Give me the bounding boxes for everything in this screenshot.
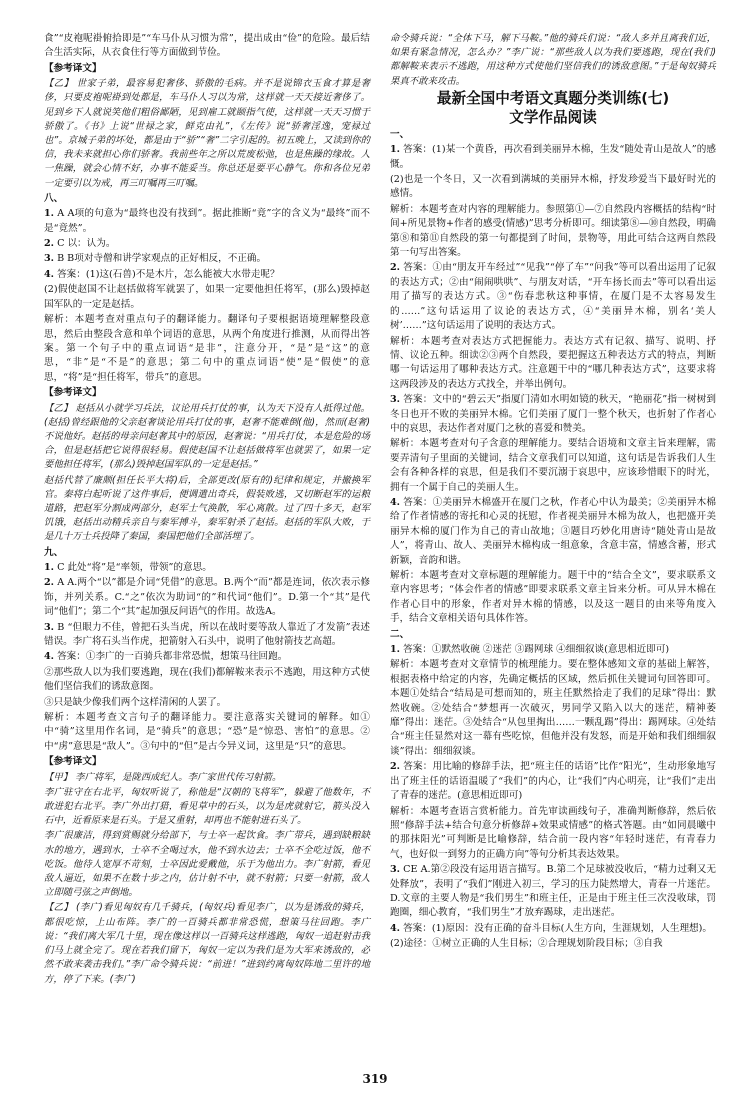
page-number: 319 — [362, 1072, 388, 1086]
answer-item — [44, 621, 370, 650]
item-text: 答案：①由“朋友开车经过”“见我”“停了车”“问我”等可以看出运用了记叙的表达方式；②由“闹闹哄哄”、与朋友对话，“开车扬长而去”等可以看出运用了描写的表达方式。③“伤春悲秋这种事情，在厦门是不太容易发生的……”这句话运用了议论的表达方式，④“美丽异木棉，别名‘美人树’……”这句话运用了说明的表达方式。 — [390, 262, 716, 332]
section-title: 最新全国中考语文真题分类训练(七) — [436, 89, 670, 107]
paragraph: 解析：本题考查对句子含意的理解能力。要结合语境和文章主旨来理解，需要弄清句子里面的关键词，结合文章我们可以知道，这句话是告诉我们人生会有各种各样的哀思，但是我们不要沉溺于哀思中，应该珍惜眼下的时光，拥有一个属于自己的美丽人生。 — [390, 438, 716, 493]
section-title: 文学作品阅读 — [509, 108, 597, 126]
answer-item — [390, 393, 716, 436]
paragraph: (2)假使赵国不让赵括做将军就罢了，如果一定要他担任将军，(那么)毁掉赵国军队的一定是赵括。 — [44, 284, 370, 310]
paragraph: 解析：本题考查文言句子的翻译能力。要注意落实关键词的解释。如①中“骑”这里用作名词，是“骑兵”的意思；“恐”是“惊恐、害怕”的意思。②中“虏”意思是“敌人”。③句中的“但”是古今异义词，这里是“只”的意思。 — [44, 712, 370, 752]
translation-paragraph: 【甲】 李广将军，是陇西成纪人。李广家世代传习射箭。 — [44, 771, 282, 783]
item-number: 1. — [44, 561, 55, 573]
answer-item — [390, 496, 716, 568]
answer-item — [390, 143, 716, 172]
paragraph: 食”“皮袍呢褂俯拾即是”“车马仆从习惯为常”，提出成由“俭”的危险。最后结合生活实际，从衣食住行等方面做到节俭。 — [44, 33, 370, 59]
answer-item — [44, 237, 370, 251]
item-text: B “但眼力不佳，曾把石头当虎，所以在战时要等敌人靠近了才发箭”表述错误。李广将石头当作虎，把箭射入石头中，说明了他射箭技艺高超。 — [44, 621, 370, 647]
item-text: 答案：①美丽异木棉盛开在厦门之秋，作者心中认为最美；②美丽异木棉给了作者情感的寄托和心灵的抚慰，作者视美丽异木棉为故人，也把盛开美丽异木棉的厦门作为自己的青山故地；③题目巧妙化用唐诗“随处青山是故人”，将青山、故人、美丽异木棉构成一组意象，含意丰富，情感含蓄，形式新颖，音韵和谐。 — [390, 496, 717, 566]
paragraph: (2)途径：①树立正确的人生目标；②合理规划阶段目标；③自我 — [390, 938, 663, 950]
paragraph: (2)也是一个冬日，又一次看到满城的美丽异木棉，抒发珍爱当下最好时光的感情。 — [390, 174, 716, 200]
reference-translation-heading: 【参考译文】 — [44, 62, 102, 74]
section-number: 八、 — [44, 192, 64, 204]
paragraph: 解析：本题考查语言赏析能力。首先审读画线句子，准确判断修辞，然后依照“修辞手法+结合句意分析修辞+效果或情感”的格式答题。由“如同晨曦中的那抹阳光”可判断是比喻修辞，结合前一段内容“年轻时迷茫，有青春力气，也好似一到努力的正确方向”等句分析其表达效果。 — [390, 805, 716, 860]
reference-translation-heading: 【参考译文】 — [44, 387, 102, 399]
answer-item — [44, 650, 370, 664]
item-number: 2. — [44, 577, 55, 589]
item-text: 答案：①李广的一百骑兵都非常恐慌，想策马往回跑。 — [57, 651, 288, 663]
item-text: B B项对寺僧和讲学家观点的正好相反，不正确。 — [57, 253, 267, 265]
item-text: C 此处“将”是“率领，带领”的意思。 — [57, 561, 212, 573]
right-column — [390, 32, 716, 988]
item-text: C 以：认为。 — [57, 238, 116, 250]
item-text: 答案：文中的“碧云天”指厦门清如水明如镜的秋天，“艳丽花”指一树树到冬日也开不败的美丽异木棉。它们美丽了厦门一整个秋天，也折射了作者心中的哀思，表达作者对厦门之秋的喜爱和赞美。 — [390, 394, 716, 434]
translation-paragraph: 李广很廉洁，得到赏赐就分给部下，与士卒一起饮食。李广带兵，遇到缺粮缺水的地方，遇到水，士卒不全喝过水，他不到水边去；士卒不全吃过饭，他不吃饭。他待人宽厚不苛刻，士卒因此爱戴他，乐于为他出力。李广射箭，看见敌人逼近，如果不在数十步之内，估计射不中，就不射箭；只要一射箭，敌人立即随弓弦之声倒地。 — [44, 830, 370, 899]
translation-paragraph: 李广驻守在右北平，匈奴听说了，称他是“汉朝的飞将军”，躲避了他数年，不敢进犯右北平。李广外出打猎，看见草中的石头，以为是虎就射它，箭头没入石中，近看原来是石头。于是又重射，却再也不能射进石头了。 — [44, 786, 370, 827]
item-text: 答案：(1)某一个黄昏，再次看到美丽异木棉，生发“随处青山是故人”的感慨。 — [390, 144, 716, 170]
answer-item — [44, 207, 370, 236]
item-text: 答案：用比喻的修辞手法，把“班主任的话语”比作“阳光”，生动形象地写出了班主任的话语温暖了“我们”的内心，让“我们”内心明亮，让“我们”走出了青春的迷茫。(意思相近即可) — [390, 761, 716, 802]
item-number: 3. — [390, 864, 401, 876]
paragraph: 解析：本题考查对表达方式把握能力。表达方式有记叙、描写、说明、抒情、议论五种。细读②③两个自然段，要把握这五种表达方式的特点，判断哪一句话运用了哪种表达方式。注意题干中的“哪几种表达方式”，这要求将这两段涉及的表达方式找全，并举出例句。 — [390, 335, 716, 390]
answer-item — [44, 561, 370, 575]
item-number: 4. — [44, 268, 55, 280]
answer-item — [390, 863, 716, 921]
answer-item — [44, 268, 370, 282]
reference-translation-heading: 【参考译文】 — [44, 756, 102, 768]
section-number: 九、 — [44, 546, 64, 558]
paragraph: 解析：本题考查对重点句子的翻译能力。翻译句子要根据语境理解整段意思，然后由整段含意和单个词语的意思，从两个角度进行推测，从而得出答案。第一个句子中的重点词语“是非”，注意分开，“是”是“这”的意思，“非”是“不是”的意思；第二句中的重点词语“使”是“假使”的意思，“将”是“担任将军，带兵”的意思。 — [44, 314, 370, 383]
item-number: 3. — [44, 253, 55, 265]
answer-item — [390, 643, 716, 657]
item-number: 1. — [390, 644, 401, 656]
translation-paragraph: 【乙】 赵括从小就学习兵法，议论用兵打仗的事，认为天下没有人抵得过他。(赵括)曾经跟他的父亲赵奢谈论用兵打仗的事，赵奢不能难倒(他)，然而(赵奢)不说他好。赵括的母亲问赵奢其中的原因，赵奢说：“用兵打仗，本是危险的场合，但是赵括把它说得很轻易。假使赵国不让赵括做将军也就罢了，如果一定要他担任将军，(那么)毁掉赵国军队的一定是赵括。” — [44, 402, 370, 471]
answer-item — [44, 252, 370, 266]
paragraph: 解析：本题考查对文章标题的理解能力。题干中的“结合全文”，要求联系文章内容思考；“体会作者的情感”即要求联系文章主旨来分析。可从异木棉在作者心目中的形象，作者对异木棉的情感，以及这一题目的由来等角度入手，结合文章相关语句具体作答。 — [390, 570, 716, 625]
item-text: 答案：①默然收碗 ②迷茫 ③踢网球 ④细细叙谈(意思相近即可) — [403, 644, 670, 656]
answer-item — [390, 261, 716, 333]
translation-paragraph: 命令骑兵说：“全体下马，解下马鞍。”他的骑兵们说：“敌人多并且离我们近，如果有紧急情况，怎么办？”李广说：“那些敌人以为我们要逃跑，现在(我们)都解鞍来表示不逃跑，用这种方式使他们坚信我们的诱敌意图。”于是匈奴骑兵果真不敢来攻击。 — [390, 33, 716, 87]
left-column — [44, 32, 370, 988]
item-number: 4. — [44, 651, 55, 663]
item-number: 1. — [390, 144, 401, 156]
answer-item — [390, 922, 716, 936]
item-text: 答案：(1)这(石兽)不是木片，怎么能被大水带走呢？ — [57, 268, 280, 280]
section-number: 二、 — [390, 628, 410, 640]
item-text: 答案：(1)原因：没有正确的奋斗目标(人生方向，生涯规划，人生理想)。 — [403, 922, 712, 934]
item-number: 2. — [390, 262, 401, 274]
item-text: A A项的句意为“最终也没有找到”。据此推断“竟”字的含义为“最终”而不是“竟然”。 — [44, 208, 370, 234]
item-number: 3. — [44, 621, 55, 633]
section-number: 一、 — [390, 128, 410, 140]
item-number: 4. — [390, 922, 401, 934]
item-number: 2. — [44, 238, 55, 250]
item-number: 3. — [390, 394, 401, 406]
item-number: 1. — [44, 208, 55, 220]
translation-paragraph: 赵括代替了廉颇(担任长平大将)后，全部更改(原有的)纪律和规定，并撤换军官。秦将白起听说了这件事后，便调遣出奇兵，假装败逃，又切断赵军的运粮道路，把赵军分割成两部分，赵军士气涣散，军心离散。过了四十多天，赵军饥饿，赵括出动精兵亲自与秦军搏斗，秦军射杀了赵括。赵括的军队大败，于是几十万士兵投降了秦国，秦国把他们全部活埋了。 — [44, 474, 370, 543]
paragraph: 解析：本题考查对文章情节的梳理能力。要在整体感知文章的基础上解答，根据表格中给定的内容，先确定概括的区域，然后抓住关键词句回答即可。本题①处结合“结局是可想而知的，班主任默然拾走了我们的足球”得出：默然收碗。②处结合“梦想再一次破灭，男同学又陷入以大的迷茫，精神萎靡”得出：迷茫。③处结合“从包里掏出……一颗乱踢”得出：踢网球。④处结合“班主任显然对这一幕有些吃惊，但他并没有发怒，而是开始和我们细细叙谈”得出：细细叙谈。 — [390, 659, 716, 757]
translation-paragraph: 【乙】 (李广)看见匈奴有几千骑兵，(匈奴兵)看见李广，以为是诱敌的骑兵，都很吃惊，上山布阵。李广的一百骑兵都非常恐慌，想策马往回跑。李广说：“我们离大军几十里，现在像这样以一百骑兵这样逃跑，匈奴一追赶射击我们马上就全完了。现在若我们留下，匈奴一定以为我们是为大军来诱敌的，必然不敢来袭击我们。”李广命令骑兵说：“前进！”进到约离匈奴阵地二里许的地方，停了下来。(李广) — [44, 902, 370, 985]
two-column-body — [44, 32, 716, 988]
paragraph: 解析：本题考查对内容的理解能力。参照第①—⑦自然段内容概括的结构“时间+所见景物+作者的感受(情感)”思考分析即可。细读第⑧—⑩自然段，明确第⑧和第⑪自然段的第一句都提到了时间，景物等，用此可结合这两自然段第一句写出答案。 — [390, 203, 716, 259]
answer-item — [44, 576, 370, 619]
item-number: 2. — [390, 761, 401, 773]
paragraph: ③只是缺少像我们两个这样清闲的人罢了。 — [44, 696, 227, 708]
paragraph: ②那些敌人以为我们要逃跑，现在(我们)都解鞍来表示不逃跑，用这种方式使他们坚信我们的诱敌意图。 — [44, 666, 370, 693]
item-text: A A.两个“以”都是介词“凭借”的意思。B.两个“而”都是连词，依次表示修饰，并列关系。C.“之”依次为助词“的”和代词“他们”。D.第一个“其”是代词“他们”；第二个“其”起加强反问语气的作用。故选A。 — [44, 577, 370, 618]
translation-paragraph: 【乙】 世家子弟，最容易犯奢侈、骄傲的毛病。并不是说锦衣玉食才算是奢侈，只要皮袍呢褂到处都是，车马仆人习以为常，这样就一天天接近奢侈了。见到乡下人就说笑他们粗俗鄙陋，见到雇工就颐指气使，这样就一天天习惯于骄傲了。《书》上说“世禄之家，鲜克由礼”，《左传》说“骄奢淫逸，宠禄过也”。京城子弟的坏处，都是由于“骄”“奢”二字引起的。初五晚上，又读到你的信，我未来就担心你们骄奢。我前些年之所以荒废松弛，也是焦躁的缘故。人一焦躁，就会心情不好，办事不能妥当。你总还是要平心静气。你和各位兄弟一定要引以为戒，再三叮嘱再三叮嘱。 — [44, 78, 370, 189]
answer-item — [390, 760, 716, 803]
item-text: CE A.第②段没有运用语言描写。B.第二个足球被没收后，“精力过剩又无处释放”，表明了“我们”刚进入初三，学习的压力陡然增大，青春一片迷茫。D.文章的主要人物是“我们男生”和班主任，正是由于班主任三次没收球，罚跑圈，细心教育，“我们男生”才放弃踢球，走出迷茫。 — [390, 864, 717, 919]
item-number: 4. — [390, 496, 401, 508]
